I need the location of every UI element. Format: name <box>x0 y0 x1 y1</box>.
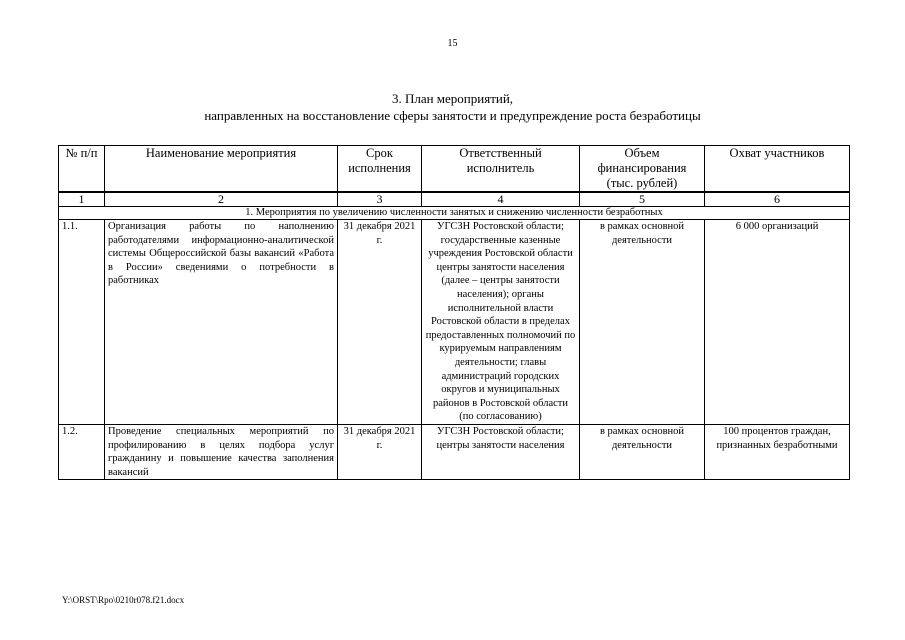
header-deadline: Срок исполнения <box>338 146 422 193</box>
title-line-1: 3. План мероприятий, <box>391 91 514 106</box>
coverage: 6 000 организаций <box>705 220 850 425</box>
header-row <box>59 146 850 193</box>
header-funding: Объем финансирования (тыс. рублей) <box>580 146 705 193</box>
column-number: 6 <box>705 192 850 207</box>
column-number: 1 <box>59 192 105 207</box>
row-number: 1.2. <box>59 424 105 479</box>
deadline: 31 декабря 2021 г. <box>338 424 422 479</box>
plan-table <box>58 145 850 480</box>
column-number: 5 <box>580 192 705 207</box>
file-path-footer: Y:\ORST\Rpo\0210r078.f21.docx <box>62 595 185 605</box>
page-number: 15 <box>447 38 458 49</box>
title-line-2: направленных на восстановление сферы занятости и предупреждение роста безработицы <box>204 108 701 123</box>
header-name: Наименование мероприятия <box>105 146 338 193</box>
header-coverage: Охват участников <box>705 146 850 193</box>
coverage: 100 процентов граждан, признанных безработными <box>705 424 850 479</box>
executor: УГСЗН Ростовской области; государственные казенные учреждения Ростовской области центры занятости населения (далее – центры занятости населения); органы исполнительной власти Ростовской области в пределах предоставленных полномочий по курируемым направлениям деятельности; главы администраций городских округов и муниципальных районов в Ростовской области (по согласованию) <box>422 220 580 425</box>
header-num: № п/п <box>59 146 105 193</box>
table-row <box>59 220 850 425</box>
funding: в рамках основной деятельности <box>580 220 705 425</box>
column-number: 2 <box>105 192 338 207</box>
measure-name: Организация работы по наполнению работодателями информационно-аналитической системы Общероссийской базы вакансий «Работа в России» сведениями о потребности в работниках <box>105 220 338 425</box>
table-row <box>59 424 850 479</box>
funding: в рамках основной деятельности <box>580 424 705 479</box>
section-heading: 1. Мероприятия по увеличению численности занятых и снижению численности безработных <box>59 207 850 220</box>
executor: УГСЗН Ростовской области; центры занятости населения <box>422 424 580 479</box>
section-heading-row <box>59 207 850 220</box>
row-number: 1.1. <box>59 220 105 425</box>
deadline: 31 декабря 2021 г. <box>338 220 422 425</box>
page-title <box>0 90 905 124</box>
column-number-row <box>59 192 850 207</box>
measure-name: Проведение специальных мероприятий по профилированию в целях подбора услуг гражданину и повышение качества заполнения вакансий <box>105 424 338 479</box>
column-number: 4 <box>422 192 580 207</box>
header-executor: Ответственный исполнитель <box>422 146 580 193</box>
column-number: 3 <box>338 192 422 207</box>
